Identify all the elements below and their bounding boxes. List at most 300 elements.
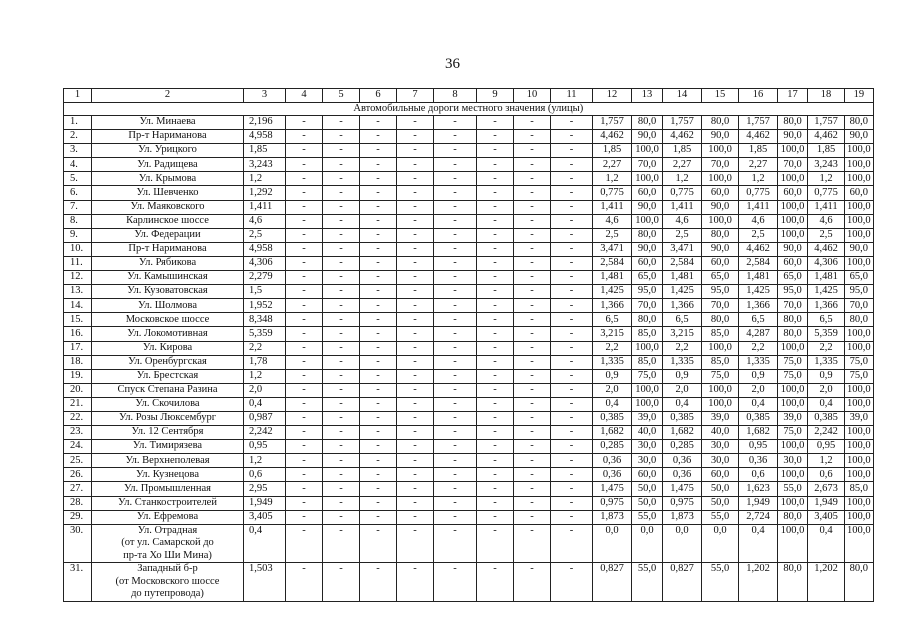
dash-cell: - <box>477 482 514 496</box>
column-number-cell: 1 <box>64 89 92 103</box>
dash-cell: - <box>323 285 360 299</box>
dash-cell: - <box>551 563 593 602</box>
value-cell: 100,0 <box>845 256 874 270</box>
value-cell: 60,0 <box>702 186 739 200</box>
row-number: 2. <box>64 130 92 144</box>
row-number: 20. <box>64 383 92 397</box>
dash-cell: - <box>477 524 514 563</box>
value-cell: 100,0 <box>632 397 663 411</box>
dash-cell: - <box>477 355 514 369</box>
dash-cell: - <box>286 271 323 285</box>
value-cell: 70,0 <box>632 299 663 313</box>
dash-cell: - <box>397 397 434 411</box>
dash-cell: - <box>360 411 397 425</box>
dash-cell: - <box>323 355 360 369</box>
value-cell: 100,0 <box>702 341 739 355</box>
value-cell: 1,481 <box>739 271 778 285</box>
value-cell: 55,0 <box>632 510 663 524</box>
value-cell: 2,0 <box>739 383 778 397</box>
value-cell: 1,411 <box>593 200 632 214</box>
table-row <box>64 383 874 397</box>
length-cell: 4,958 <box>244 130 286 144</box>
street-name: Ул. Скочилова <box>92 397 244 411</box>
value-cell: 60,0 <box>702 256 739 270</box>
dash-cell: - <box>323 397 360 411</box>
dash-cell: - <box>477 130 514 144</box>
table-row <box>64 299 874 313</box>
dash-cell: - <box>397 341 434 355</box>
dash-cell: - <box>551 256 593 270</box>
value-cell: 90,0 <box>702 200 739 214</box>
value-cell: 100,0 <box>778 440 808 454</box>
street-name: Ул. Локомотивная <box>92 327 244 341</box>
length-cell: 0,95 <box>244 440 286 454</box>
table-row <box>64 144 874 158</box>
dash-cell: - <box>434 271 477 285</box>
value-cell: 0,827 <box>663 563 702 602</box>
value-cell: 0,36 <box>593 454 632 468</box>
dash-cell: - <box>360 200 397 214</box>
value-cell: 1,202 <box>808 563 845 602</box>
value-cell: 1,757 <box>593 116 632 130</box>
dash-cell: - <box>397 355 434 369</box>
dash-cell: - <box>286 285 323 299</box>
value-cell: 39,0 <box>778 411 808 425</box>
value-cell: 1,366 <box>663 299 702 313</box>
value-cell: 0,9 <box>593 369 632 383</box>
value-cell: 65,0 <box>845 271 874 285</box>
dash-cell: - <box>434 228 477 242</box>
dash-cell: - <box>551 411 593 425</box>
value-cell: 1,335 <box>593 355 632 369</box>
street-name-line: (от ул. Самарской до <box>121 537 214 549</box>
dash-cell: - <box>551 468 593 482</box>
value-cell: 1,2 <box>663 172 702 186</box>
page-number: 36 <box>445 56 460 72</box>
value-cell: 60,0 <box>632 256 663 270</box>
value-cell: 100,0 <box>702 397 739 411</box>
row-number: 6. <box>64 186 92 200</box>
value-cell: 80,0 <box>702 116 739 130</box>
value-cell: 39,0 <box>632 411 663 425</box>
value-cell: 95,0 <box>702 285 739 299</box>
row-number: 27. <box>64 482 92 496</box>
dash-cell: - <box>323 426 360 440</box>
length-cell: 4,6 <box>244 214 286 228</box>
dash-cell: - <box>397 271 434 285</box>
dash-cell: - <box>477 158 514 172</box>
value-cell: 65,0 <box>778 271 808 285</box>
length-cell: 3,405 <box>244 510 286 524</box>
value-cell: 1,682 <box>663 426 702 440</box>
row-number: 29. <box>64 510 92 524</box>
value-cell: 1,481 <box>808 271 845 285</box>
value-cell: 4,287 <box>739 327 778 341</box>
dash-cell: - <box>514 397 551 411</box>
dash-cell: - <box>286 144 323 158</box>
dash-cell: - <box>286 397 323 411</box>
value-cell: 100,0 <box>845 468 874 482</box>
value-cell: 50,0 <box>632 496 663 510</box>
street-name: Ул. Тимирязева <box>92 440 244 454</box>
column-number-cell: 19 <box>845 89 874 103</box>
dash-cell: - <box>286 355 323 369</box>
value-cell: 0,6 <box>739 468 778 482</box>
length-cell: 1,503 <box>244 563 286 602</box>
dash-cell: - <box>360 440 397 454</box>
value-cell: 70,0 <box>632 158 663 172</box>
length-cell: 1,5 <box>244 285 286 299</box>
value-cell: 4,6 <box>808 214 845 228</box>
value-cell: 1,425 <box>739 285 778 299</box>
dash-cell: - <box>397 496 434 510</box>
dash-cell: - <box>360 313 397 327</box>
value-cell: 0,775 <box>739 186 778 200</box>
dash-cell: - <box>323 440 360 454</box>
dash-cell: - <box>434 144 477 158</box>
table-row <box>64 228 874 242</box>
column-number-cell: 3 <box>244 89 286 103</box>
value-cell: 1,85 <box>808 144 845 158</box>
dash-cell: - <box>360 256 397 270</box>
value-cell: 90,0 <box>845 242 874 256</box>
value-cell: 1,2 <box>808 454 845 468</box>
value-cell: 3,405 <box>808 510 845 524</box>
column-number-cell: 9 <box>477 89 514 103</box>
value-cell: 3,215 <box>593 327 632 341</box>
value-cell: 90,0 <box>702 130 739 144</box>
dash-cell: - <box>477 313 514 327</box>
dash-cell: - <box>551 440 593 454</box>
dash-cell: - <box>477 440 514 454</box>
column-number-cell: 6 <box>360 89 397 103</box>
dash-cell: - <box>286 116 323 130</box>
street-name: Ул. 12 Сентября <box>92 426 244 440</box>
length-cell: 0,987 <box>244 411 286 425</box>
row-number: 25. <box>64 454 92 468</box>
length-cell: 2,95 <box>244 482 286 496</box>
value-cell: 75,0 <box>632 369 663 383</box>
value-cell: 60,0 <box>702 468 739 482</box>
value-cell: 60,0 <box>778 256 808 270</box>
dash-cell: - <box>360 327 397 341</box>
length-cell: 1,78 <box>244 355 286 369</box>
dash-cell: - <box>434 355 477 369</box>
length-cell: 2,0 <box>244 383 286 397</box>
street-name: Ул. Крымова <box>92 172 244 186</box>
value-cell: 1,366 <box>808 299 845 313</box>
column-number-cell: 5 <box>323 89 360 103</box>
table-row <box>64 496 874 510</box>
value-cell: 65,0 <box>702 271 739 285</box>
length-cell: 0,4 <box>244 524 286 563</box>
table-row <box>64 130 874 144</box>
dash-cell: - <box>323 563 360 602</box>
dash-cell: - <box>477 426 514 440</box>
dash-cell: - <box>323 496 360 510</box>
value-cell: 0,0 <box>632 524 663 563</box>
value-cell: 90,0 <box>845 130 874 144</box>
dash-cell: - <box>360 242 397 256</box>
value-cell: 90,0 <box>778 242 808 256</box>
dash-cell: - <box>323 313 360 327</box>
value-cell: 80,0 <box>778 327 808 341</box>
dash-cell: - <box>323 228 360 242</box>
row-number: 9. <box>64 228 92 242</box>
street-name: Ул. Маяковского <box>92 200 244 214</box>
row-number: 7. <box>64 200 92 214</box>
length-cell: 0,4 <box>244 397 286 411</box>
dash-cell: - <box>434 524 477 563</box>
value-cell: 6,5 <box>808 313 845 327</box>
dash-cell: - <box>551 510 593 524</box>
value-cell: 95,0 <box>778 285 808 299</box>
dash-cell: - <box>286 411 323 425</box>
value-cell: 0,6 <box>808 468 845 482</box>
dash-cell: - <box>514 468 551 482</box>
value-cell: 100,0 <box>778 383 808 397</box>
street-name: Ул. Минаева <box>92 116 244 130</box>
street-name-line: до путепровода) <box>131 588 204 600</box>
dash-cell: - <box>514 524 551 563</box>
length-cell: 2,279 <box>244 271 286 285</box>
value-cell: 0,4 <box>593 397 632 411</box>
dash-cell: - <box>514 285 551 299</box>
dash-cell: - <box>477 468 514 482</box>
dash-cell: - <box>434 172 477 186</box>
dash-cell: - <box>397 228 434 242</box>
dash-cell: - <box>360 285 397 299</box>
value-cell: 4,462 <box>663 130 702 144</box>
dash-cell: - <box>514 172 551 186</box>
dash-cell: - <box>477 496 514 510</box>
value-cell: 2,27 <box>663 158 702 172</box>
dash-cell: - <box>551 172 593 186</box>
dash-cell: - <box>397 313 434 327</box>
table-row <box>64 200 874 214</box>
table-row <box>64 482 874 496</box>
value-cell: 0,36 <box>593 468 632 482</box>
length-cell: 1,952 <box>244 299 286 313</box>
length-cell: 3,243 <box>244 158 286 172</box>
value-cell: 2,5 <box>739 228 778 242</box>
dash-cell: - <box>360 172 397 186</box>
value-cell: 2,5 <box>808 228 845 242</box>
value-cell: 80,0 <box>845 116 874 130</box>
dash-cell: - <box>477 228 514 242</box>
dash-cell: - <box>286 200 323 214</box>
value-cell: 100,0 <box>845 496 874 510</box>
dash-cell: - <box>286 214 323 228</box>
column-number-cell: 2 <box>92 89 244 103</box>
dash-cell: - <box>551 200 593 214</box>
dash-cell: - <box>514 144 551 158</box>
table-row <box>64 454 874 468</box>
value-cell: 85,0 <box>632 327 663 341</box>
value-cell: 70,0 <box>778 299 808 313</box>
table-row <box>64 256 874 270</box>
table-row <box>64 510 874 524</box>
value-cell: 0,36 <box>663 468 702 482</box>
value-cell: 1,335 <box>663 355 702 369</box>
value-cell: 2,673 <box>808 482 845 496</box>
value-cell: 4,6 <box>739 214 778 228</box>
value-cell: 1,873 <box>593 510 632 524</box>
value-cell: 0,4 <box>808 524 845 563</box>
dash-cell: - <box>360 496 397 510</box>
length-cell: 2,196 <box>244 116 286 130</box>
dash-cell: - <box>551 327 593 341</box>
column-number-cell: 16 <box>739 89 778 103</box>
value-cell: 2,2 <box>593 341 632 355</box>
dash-cell: - <box>551 144 593 158</box>
dash-cell: - <box>360 116 397 130</box>
dash-cell: - <box>477 397 514 411</box>
dash-cell: - <box>323 130 360 144</box>
value-cell: 100,0 <box>845 228 874 242</box>
value-cell: 39,0 <box>702 411 739 425</box>
value-cell: 1,949 <box>808 496 845 510</box>
dash-cell: - <box>514 214 551 228</box>
dash-cell: - <box>397 158 434 172</box>
value-cell: 4,462 <box>593 130 632 144</box>
value-cell: 0,9 <box>808 369 845 383</box>
value-cell: 6,5 <box>593 313 632 327</box>
table-row <box>64 327 874 341</box>
value-cell: 55,0 <box>702 563 739 602</box>
value-cell: 4,462 <box>808 130 845 144</box>
value-cell: 1,873 <box>663 510 702 524</box>
dash-cell: - <box>551 355 593 369</box>
dash-cell: - <box>397 482 434 496</box>
value-cell: 75,0 <box>845 369 874 383</box>
value-cell: 85,0 <box>632 355 663 369</box>
dash-cell: - <box>397 411 434 425</box>
dash-cell: - <box>397 369 434 383</box>
value-cell: 0,0 <box>593 524 632 563</box>
dash-cell: - <box>551 496 593 510</box>
street-name: Ул. Оренбургская <box>92 355 244 369</box>
section-title: Автомобильные дороги местного значения (улицы) <box>64 102 874 116</box>
value-cell: 40,0 <box>702 426 739 440</box>
dash-cell: - <box>286 228 323 242</box>
dash-cell: - <box>360 524 397 563</box>
value-cell: 80,0 <box>845 563 874 602</box>
dash-cell: - <box>323 242 360 256</box>
length-cell: 1,292 <box>244 186 286 200</box>
street-name: Карлинское шоссе <box>92 214 244 228</box>
dash-cell: - <box>323 524 360 563</box>
column-number-cell: 4 <box>286 89 323 103</box>
row-number: 17. <box>64 341 92 355</box>
value-cell: 1,411 <box>739 200 778 214</box>
dash-cell: - <box>397 172 434 186</box>
row-number: 11. <box>64 256 92 270</box>
dash-cell: - <box>397 383 434 397</box>
value-cell: 1,425 <box>663 285 702 299</box>
street-name: Ул. Шолмова <box>92 299 244 313</box>
dash-cell: - <box>514 341 551 355</box>
dash-cell: - <box>360 228 397 242</box>
dash-cell: - <box>477 454 514 468</box>
dash-cell: - <box>514 313 551 327</box>
value-cell: 0,9 <box>739 369 778 383</box>
value-cell: 100,0 <box>845 144 874 158</box>
dash-cell: - <box>551 383 593 397</box>
value-cell: 90,0 <box>778 130 808 144</box>
dash-cell: - <box>477 510 514 524</box>
length-cell: 0,6 <box>244 468 286 482</box>
value-cell: 100,0 <box>632 383 663 397</box>
value-cell: 80,0 <box>702 313 739 327</box>
value-cell: 3,215 <box>663 327 702 341</box>
value-cell: 1,85 <box>593 144 632 158</box>
value-cell: 1,335 <box>739 355 778 369</box>
value-cell: 4,462 <box>808 242 845 256</box>
dash-cell: - <box>360 214 397 228</box>
value-cell: 80,0 <box>702 228 739 242</box>
value-cell: 0,975 <box>663 496 702 510</box>
dash-cell: - <box>434 116 477 130</box>
value-cell: 90,0 <box>702 242 739 256</box>
value-cell: 1,2 <box>739 172 778 186</box>
row-number: 19. <box>64 369 92 383</box>
dash-cell: - <box>477 116 514 130</box>
table-row <box>64 426 874 440</box>
row-number: 28. <box>64 496 92 510</box>
row-number: 30. <box>64 524 92 563</box>
dash-cell: - <box>477 242 514 256</box>
dash-cell: - <box>397 563 434 602</box>
column-number-cell: 14 <box>663 89 702 103</box>
dash-cell: - <box>514 482 551 496</box>
value-cell: 0,775 <box>663 186 702 200</box>
value-cell: 1,425 <box>593 285 632 299</box>
table-row <box>64 186 874 200</box>
dash-cell: - <box>397 256 434 270</box>
value-cell: 1,411 <box>808 200 845 214</box>
row-number: 23. <box>64 426 92 440</box>
dash-cell: - <box>360 563 397 602</box>
value-cell: 1,623 <box>739 482 778 496</box>
dash-cell: - <box>397 200 434 214</box>
value-cell: 30,0 <box>632 440 663 454</box>
dash-cell: - <box>477 200 514 214</box>
dash-cell: - <box>286 242 323 256</box>
value-cell: 0,775 <box>808 186 845 200</box>
value-cell: 30,0 <box>632 454 663 468</box>
dash-cell: - <box>397 285 434 299</box>
value-cell: 60,0 <box>778 186 808 200</box>
value-cell: 75,0 <box>702 369 739 383</box>
dash-cell: - <box>397 510 434 524</box>
dash-cell: - <box>286 313 323 327</box>
value-cell: 100,0 <box>845 524 874 563</box>
dash-cell: - <box>286 369 323 383</box>
dash-cell: - <box>514 563 551 602</box>
dash-cell: - <box>551 482 593 496</box>
dash-cell: - <box>514 327 551 341</box>
dash-cell: - <box>551 130 593 144</box>
value-cell: 70,0 <box>845 299 874 313</box>
dash-cell: - <box>434 397 477 411</box>
row-number: 5. <box>64 172 92 186</box>
table-row <box>64 285 874 299</box>
dash-cell: - <box>397 116 434 130</box>
value-cell: 85,0 <box>702 327 739 341</box>
dash-cell: - <box>551 271 593 285</box>
dash-cell: - <box>434 158 477 172</box>
